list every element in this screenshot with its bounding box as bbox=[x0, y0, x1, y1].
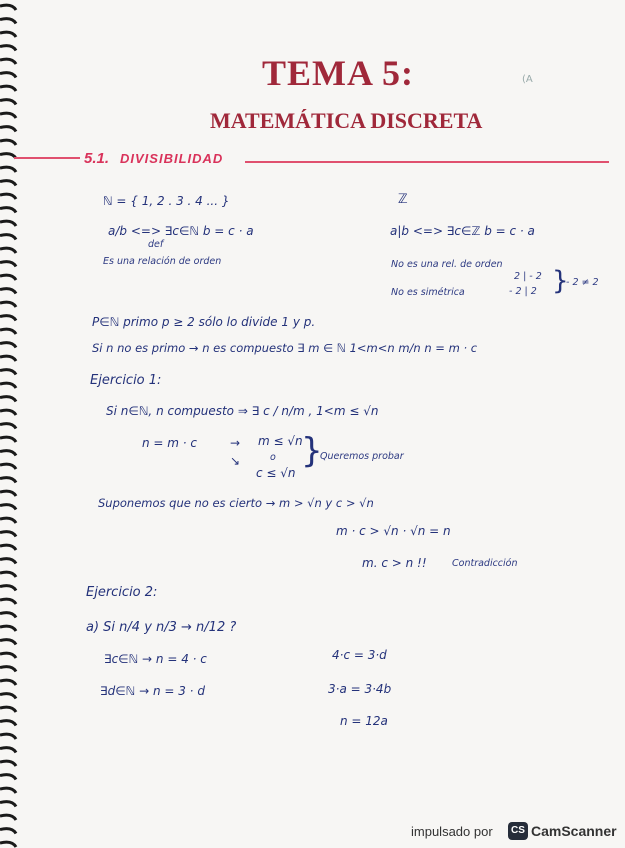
arrow-right: → bbox=[230, 436, 241, 450]
spiral-ring bbox=[0, 478, 16, 483]
spiral-ring bbox=[0, 343, 16, 348]
divisibility-def-naturals: a/b <=> ∃c∈ℕ b = c · a bbox=[108, 224, 254, 238]
powered-by-text: impulsado por bbox=[411, 824, 493, 839]
exercise-2-result: n = 12a bbox=[340, 714, 388, 728]
exercise-1-contradiction: Contradicción bbox=[452, 558, 518, 569]
spiral-ring bbox=[0, 518, 16, 523]
spiral-ring bbox=[0, 626, 16, 631]
prime-definition: P∈ℕ primo p ≥ 2 sólo lo divide 1 y p. bbox=[92, 315, 316, 329]
spiral-ring bbox=[0, 32, 16, 37]
spiral-ring bbox=[0, 19, 16, 24]
spiral-binding bbox=[0, 0, 22, 848]
exercise-2-part-a: a) Si n/4 y n/3 → n/12 ? bbox=[86, 620, 237, 635]
section-number: 5.1. bbox=[84, 150, 110, 167]
spiral-ring bbox=[0, 775, 16, 780]
exercise-2-d: ∃d∈ℕ → n = 3 · d bbox=[100, 684, 205, 698]
not-symmetric-note: No es simétrica bbox=[391, 287, 465, 298]
spiral-ring bbox=[0, 59, 16, 64]
spiral-ring bbox=[0, 289, 16, 294]
exercise-1-case-m: m ≤ √n bbox=[258, 434, 303, 448]
spiral-ring bbox=[0, 559, 16, 564]
spiral-ring bbox=[0, 815, 16, 820]
example-bottom: - 2 | 2 bbox=[509, 286, 537, 297]
spiral-ring bbox=[0, 640, 16, 645]
spiral-ring bbox=[0, 235, 16, 240]
spiral-ring bbox=[0, 302, 16, 307]
def-label: def bbox=[148, 239, 164, 250]
divisibility-def-integers: a|b <=> ∃c∈ℤ b = c · a bbox=[390, 224, 535, 238]
spiral-ring bbox=[0, 316, 16, 321]
exercise-1-product: m · c > √n · √n = n bbox=[336, 524, 451, 538]
exercise-1-statement: Si n∈ℕ, n compuesto ⇒ ∃ c / n/m , 1<m ≤ √n bbox=[106, 404, 379, 418]
example-result: - 2 ≠ 2 bbox=[566, 277, 599, 288]
spiral-ring bbox=[0, 100, 16, 105]
spiral-ring bbox=[0, 5, 16, 10]
spiral-ring bbox=[0, 748, 16, 753]
composite-definition: Si n no es primo → n es compuesto ∃ m ∈ ℕ 1<m<n m/n n = m · c bbox=[92, 341, 478, 355]
not-order-relation-note: No es una rel. de orden bbox=[391, 259, 503, 270]
example-top: 2 | - 2 bbox=[514, 271, 542, 282]
spiral-ring bbox=[0, 140, 16, 145]
exercise-2-c: ∃c∈ℕ → n = 4 · c bbox=[104, 652, 207, 666]
exercise-1-contradiction-eq: m. c > n !! bbox=[362, 556, 427, 570]
section-rule-right bbox=[245, 161, 609, 163]
spiral-ring bbox=[0, 545, 16, 550]
spiral-ring bbox=[0, 721, 16, 726]
section-rule-left bbox=[14, 157, 80, 159]
spiral-ring bbox=[0, 802, 16, 807]
spiral-ring bbox=[0, 437, 16, 442]
corner-note: (A bbox=[522, 74, 533, 85]
spiral-ring bbox=[0, 410, 16, 415]
z-symbol: ℤ bbox=[398, 192, 408, 207]
spiral-ring bbox=[0, 694, 16, 699]
spiral-ring bbox=[0, 599, 16, 604]
spiral-ring bbox=[0, 491, 16, 496]
exercise-1-or: o bbox=[270, 452, 276, 463]
spiral-ring bbox=[0, 73, 16, 78]
spiral-ring bbox=[0, 167, 16, 172]
page-title: TEMA 5: bbox=[262, 53, 415, 93]
exercise-2-eq1: 4·c = 3·d bbox=[332, 648, 387, 662]
exercise-1-case-c: c ≤ √n bbox=[256, 466, 296, 480]
exercise-1-suppose: Suponemos que no es cierto → m > √n y c > √n bbox=[98, 496, 374, 510]
spiral-ring bbox=[0, 653, 16, 658]
exercise-1-brace: } bbox=[301, 431, 323, 471]
spiral-ring bbox=[0, 194, 16, 199]
spiral-ring bbox=[0, 370, 16, 375]
spiral-ring bbox=[0, 572, 16, 577]
naturals-definition: ℕ = { 1, 2 . 3 . 4 ... } bbox=[103, 194, 230, 208]
spiral-ring bbox=[0, 221, 16, 226]
camscanner-brand: CamScanner bbox=[531, 823, 617, 839]
spiral-ring bbox=[0, 262, 16, 267]
spiral-ring bbox=[0, 424, 16, 429]
spiral-ring bbox=[0, 761, 16, 766]
exercise-2-eq2: 3·a = 3·4b bbox=[328, 682, 392, 696]
spiral-ring bbox=[0, 86, 16, 91]
spiral-ring bbox=[0, 464, 16, 469]
spiral-ring bbox=[0, 275, 16, 280]
arrow-down: ↘ bbox=[230, 454, 241, 468]
spiral-ring bbox=[0, 734, 16, 739]
spiral-ring bbox=[0, 383, 16, 388]
spiral-ring bbox=[0, 451, 16, 456]
spiral-ring bbox=[0, 532, 16, 537]
spiral-ring bbox=[0, 208, 16, 213]
order-relation-note: Es una relación de orden bbox=[103, 256, 222, 267]
spiral-ring bbox=[0, 842, 16, 847]
spiral-ring bbox=[0, 613, 16, 618]
section-title: DIVISIBILIDAD bbox=[120, 151, 224, 166]
spiral-ring bbox=[0, 113, 16, 118]
spiral-ring bbox=[0, 586, 16, 591]
spiral-ring bbox=[0, 329, 16, 334]
spiral-ring bbox=[0, 680, 16, 685]
exercise-1-want: Queremos probar bbox=[320, 451, 404, 462]
exercise-1-equation: n = m · c bbox=[142, 436, 198, 450]
exercise-1-label: Ejercicio 1: bbox=[90, 373, 162, 388]
spiral-ring bbox=[0, 505, 16, 510]
camscanner-logo: CS bbox=[508, 822, 528, 840]
page-subtitle: MATEMÁTICA DISCRETA bbox=[210, 108, 483, 133]
example-brace: } bbox=[552, 266, 569, 296]
spiral-ring bbox=[0, 707, 16, 712]
spiral-ring bbox=[0, 667, 16, 672]
spiral-ring bbox=[0, 46, 16, 51]
exercise-2-label: Ejercicio 2: bbox=[86, 585, 158, 600]
spiral-ring bbox=[0, 248, 16, 253]
spiral-ring bbox=[0, 127, 16, 132]
spiral-ring bbox=[0, 397, 16, 402]
spiral-ring bbox=[0, 788, 16, 793]
spiral-ring bbox=[0, 356, 16, 361]
spiral-ring bbox=[0, 829, 16, 834]
spiral-ring bbox=[0, 181, 16, 186]
